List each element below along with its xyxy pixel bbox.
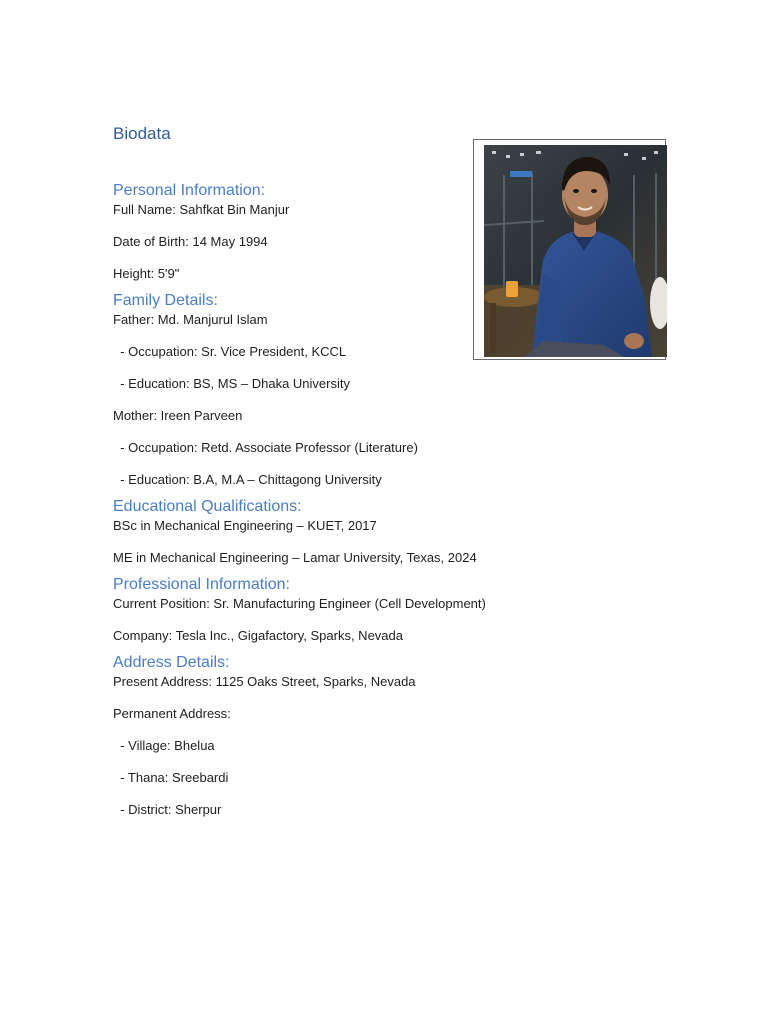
thana-line: - Thana: Sreebardi <box>113 770 229 785</box>
permanent-address-line: Permanent Address: <box>113 706 231 721</box>
section-family-details <box>113 290 653 488</box>
father-line: Father: Md. Manjurul Islam <box>113 312 268 327</box>
village-line: - Village: Bhelua <box>113 738 215 753</box>
current-position-line: Current Position: Sr. Manufacturing Engineer (Cell Development) <box>113 596 486 611</box>
mother-line: Mother: Ireen Parveen <box>113 408 243 423</box>
bsc-line: BSc in Mechanical Engineering – KUET, 2017 <box>113 518 377 533</box>
present-address-line: Present Address: 1125 Oaks Street, Sparks, Nevada <box>113 674 416 689</box>
section-professional-information <box>113 574 653 644</box>
district-line: - District: Sherpur <box>113 802 222 817</box>
date-of-birth-line: Date of Birth: 14 May 1994 <box>113 234 268 249</box>
section-heading: Professional Information: <box>113 576 290 593</box>
section-heading: Address Details: <box>113 654 230 671</box>
section-heading: Family Details: <box>113 292 218 309</box>
mother-education-line: - Education: B.A, M.A – Chittagong University <box>113 472 382 487</box>
document-title: Biodata <box>113 124 171 143</box>
biodata-content <box>113 180 653 826</box>
height-line: Height: 5'9" <box>113 266 180 281</box>
section-address-details <box>113 652 653 818</box>
full-name-line: Full Name: Sahfkat Bin Manjur <box>113 202 290 217</box>
father-education-line: - Education: BS, MS – Dhaka University <box>113 376 350 391</box>
section-personal-information <box>113 180 653 282</box>
mother-occupation-line: - Occupation: Retd. Associate Professor (Literature) <box>113 440 418 455</box>
section-educational-qualifications <box>113 496 653 566</box>
me-line: ME in Mechanical Engineering – Lamar University, Texas, 2024 <box>113 550 477 565</box>
section-heading: Educational Qualifications: <box>113 498 302 515</box>
company-line: Company: Tesla Inc., Gigafactory, Sparks, Nevada <box>113 628 403 643</box>
father-occupation-line: - Occupation: Sr. Vice President, KCCL <box>113 344 347 359</box>
section-heading: Personal Information: <box>113 182 266 199</box>
